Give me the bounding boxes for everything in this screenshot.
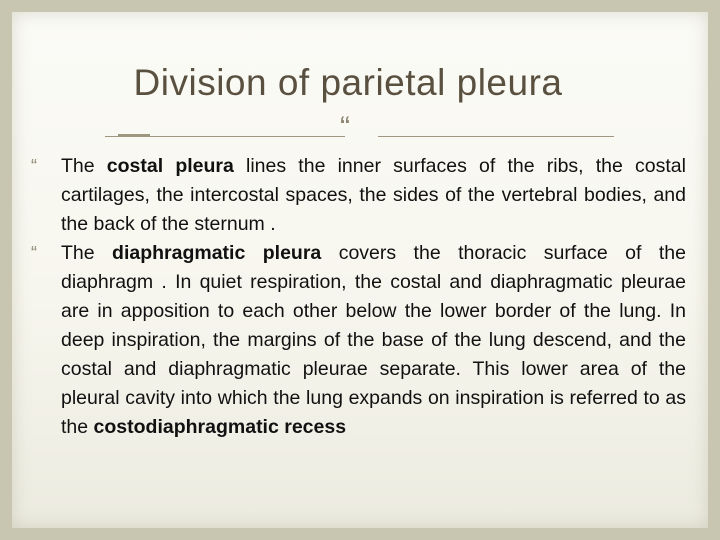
title-divider-left: [105, 136, 345, 137]
bullet-term-costal-pleura: costal pleura: [106, 155, 234, 177]
slide-body: [30, 152, 686, 442]
double-quote-divider-icon: “: [340, 111, 350, 144]
title-divider-right: [378, 136, 614, 137]
bullet-diaphragmatic-pleura: [30, 239, 686, 442]
bullet-text-pre: The: [61, 242, 113, 264]
bullet-text-post: lines the inner surfaces of the ribs, the costal cartilages, the intercostal spaces, the sides of the vertebral bodies, and the back of the sternum .: [61, 155, 686, 235]
bullet-text-post: covers the thoracic surface of the diaphragm . In quiet respiration, the costal and diaphragmatic pleurae are in apposition to each other below the lower border of the lung. In deep inspiration, the margins of the base of the lung descend, and the costal and diaphragmatic pleurae separate. This lower area of the pleural cavity into which the lung expands on inspiration is referred to as the: [61, 242, 686, 438]
bullet-term-diaphragmatic-pleura: diaphragmatic pleura: [112, 242, 322, 264]
slide-title: Division of parietal pleura: [133, 62, 563, 103]
bullet-text-pre: The: [61, 155, 107, 177]
bullet-term-costodiaphragmatic-recess: costodiaphragmatic recess: [93, 416, 347, 438]
bullet-costal-pleura: [30, 152, 686, 239]
double-quote-bullet-icon: “: [31, 156, 37, 176]
double-quote-bullet-icon: “: [31, 243, 37, 263]
